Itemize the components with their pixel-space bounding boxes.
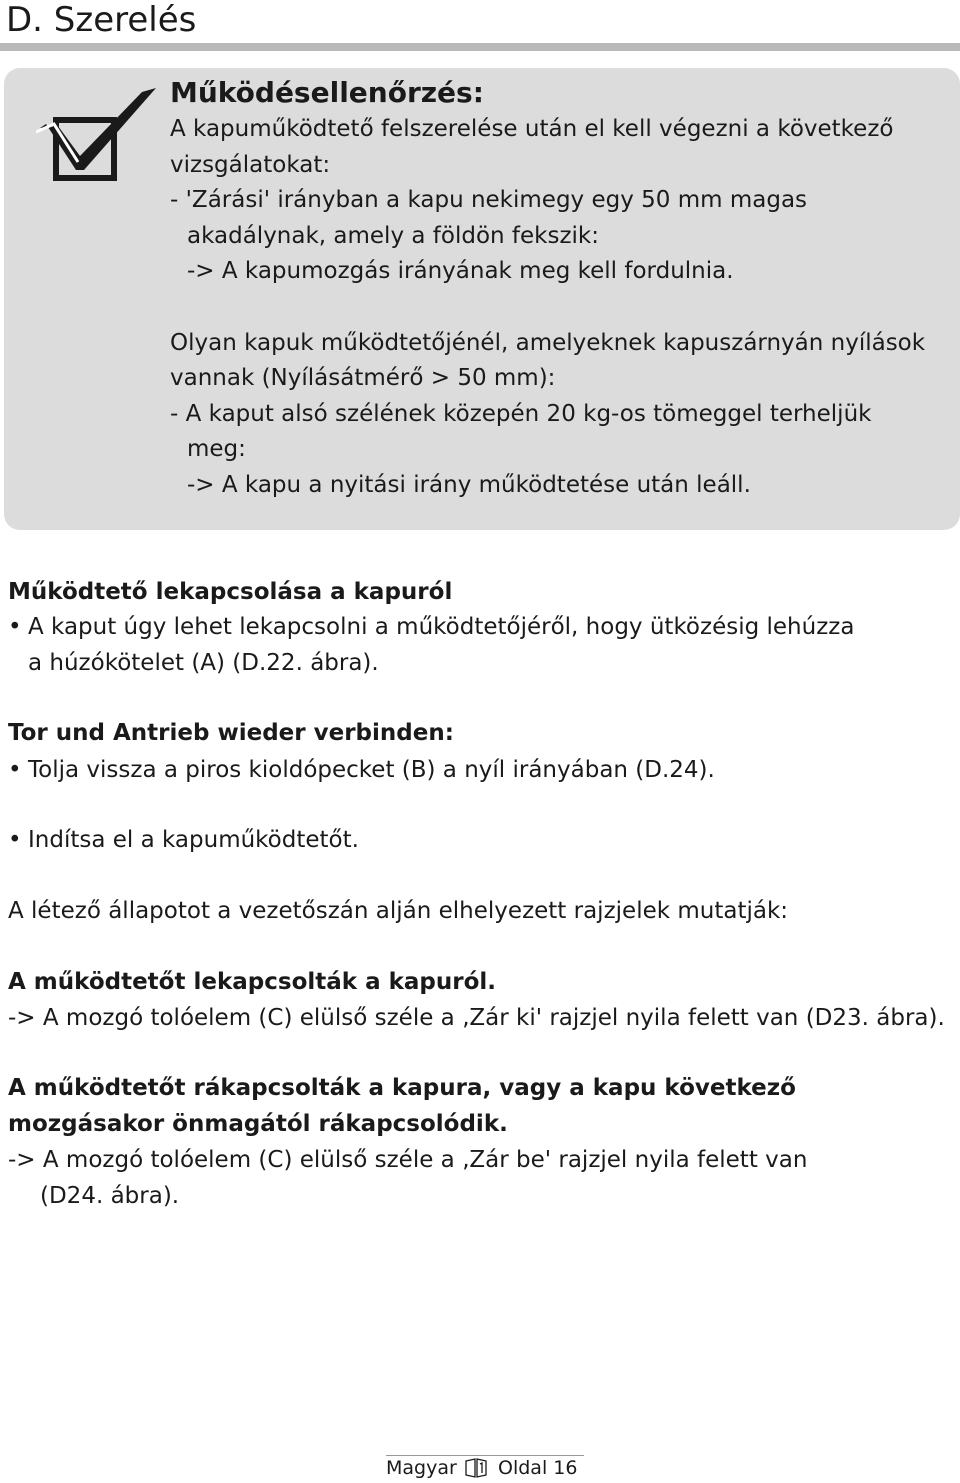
page-title: D. Szerelés xyxy=(6,0,197,40)
note-line: -> A kapumozgás irányának meg kell fordulnia. xyxy=(187,258,734,284)
footer-page-number: Oldal 16 xyxy=(498,1457,578,1479)
note-line: - 'Zárási' irányban a kapu nekimegy egy 50 mm magas xyxy=(170,187,808,213)
status-intro: A létező állapotot a vezetőszán alján elhelyezett rajzjelek mutatják: xyxy=(8,898,789,924)
section-heading-reconnect: Tor und Antrieb wieder verbinden: xyxy=(8,720,454,746)
connected-text: (D24. ábra). xyxy=(40,1183,180,1209)
reconnect-text: Tolja vissza a piros kioldópecket (B) a nyíl irányában (D.24). xyxy=(28,757,715,783)
note-line: meg: xyxy=(187,436,246,462)
note-line: vizsgálatokat: xyxy=(170,152,331,178)
section-heading-connected: A működtetőt rákapcsolták a kapura, vagy a kapu következő xyxy=(8,1075,796,1101)
note-line: A kapuműködtető felszerelése után el kell végezni a következő xyxy=(170,116,894,142)
checkmark-icon xyxy=(36,78,160,182)
footer-language: Magyar xyxy=(386,1457,457,1479)
disconnect-text: A kaput úgy lehet lekapcsolni a működtetőjéről, hogy ütközésig lehúzza xyxy=(28,614,855,640)
section-heading-disconnect: Működtető lekapcsolása a kapuról xyxy=(8,579,453,605)
connected-text: -> A mozgó tolóelem (C) elülső széle a ‚Zár be' rajzjel nyila felett van xyxy=(8,1147,808,1173)
book-icon xyxy=(465,1458,487,1478)
disconnected-text: -> A mozgó tolóelem (C) elülső széle a ‚Zár ki' rajzjel nyila felett van (D23. ábra). xyxy=(8,1005,945,1031)
note-line: -> A kapu a nyitási irány működtetése után leáll. xyxy=(187,472,751,498)
bullet-mark: • xyxy=(8,757,22,783)
section-heading-disconnected: A működtetőt lekapcsolták a kapuról. xyxy=(8,969,497,995)
section-heading-connected: mozgásakor önmagától rákapcsolódik. xyxy=(8,1111,508,1137)
header-divider xyxy=(0,43,960,51)
disconnect-text: a húzókötelet (A) (D.22. ábra). xyxy=(28,650,379,676)
bullet-mark: • xyxy=(8,614,22,640)
note-line: akadálynak, amely a földön fekszik: xyxy=(187,223,599,249)
start-text: Indítsa el a kapuműködtetőt. xyxy=(28,827,359,853)
note-line: - A kaput alsó szélének közepén 20 kg-os tömeggel terheljük xyxy=(170,401,872,427)
note-heading: Működésellenőrzés: xyxy=(170,76,484,109)
bullet-mark: • xyxy=(8,827,22,853)
note-line: vannak (Nyílásátmérő > 50 mm): xyxy=(170,365,556,391)
note-line: Olyan kapuk működtetőjénél, amelyeknek kapuszárnyán nyílások xyxy=(170,330,926,356)
